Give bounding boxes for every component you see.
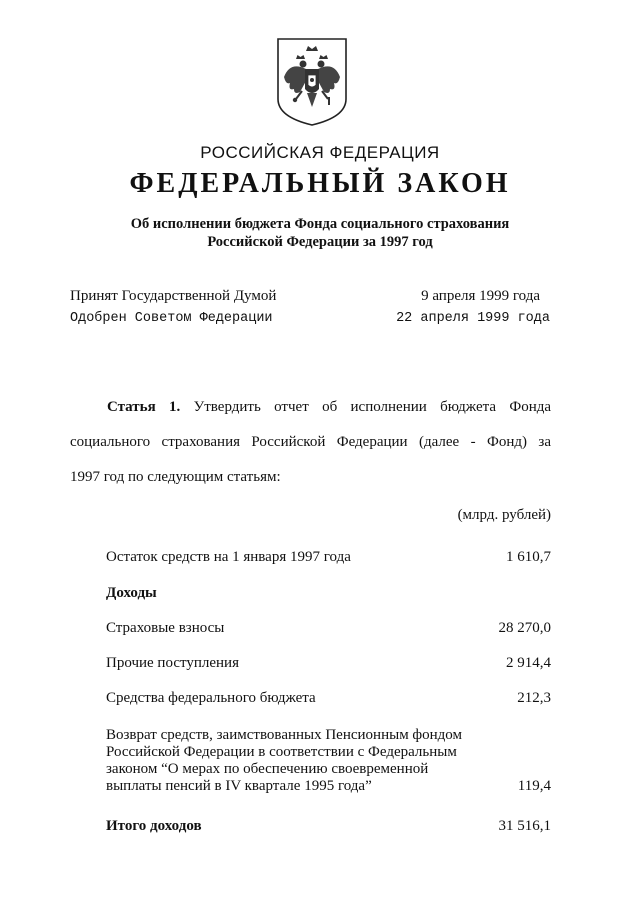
article-1 bbox=[70, 390, 551, 495]
article-1-line2: социального страхования Российской Федерации (далее - Фонд) за bbox=[70, 434, 551, 450]
law-type-heading: ФЕДЕРАЛЬНЫЙ ЗАКОН bbox=[129, 168, 511, 199]
total-row bbox=[106, 818, 551, 835]
article-text-line1: Утвердить отчет об исполнении бюджета Фонда bbox=[193, 399, 552, 415]
income-heading-label: Доходы bbox=[106, 585, 157, 601]
total-label: Итого доходов bbox=[106, 818, 202, 834]
refund-line2: Российской Федерации в соответствии с Федеральным bbox=[106, 744, 457, 760]
balance-value: 1 610,7 bbox=[506, 549, 551, 565]
refund-line4: выплаты пенсий в IV квартале 1995 года” bbox=[106, 778, 372, 794]
law-title-line1: Об исполнении бюджета Фонда социального страхования bbox=[130, 216, 510, 232]
income-row-value: 2 914,4 bbox=[506, 655, 551, 671]
council-approval bbox=[70, 311, 550, 326]
income-row bbox=[106, 690, 551, 707]
law-title bbox=[0, 215, 640, 251]
income-row-label: Прочие поступления bbox=[106, 655, 239, 671]
article-heading: Статья 1. bbox=[107, 399, 181, 415]
income-row bbox=[106, 620, 551, 637]
units-label: (млрд. рублей) bbox=[457, 507, 551, 523]
duma-label: Принят Государственной Думой bbox=[70, 288, 277, 304]
refund-line3: законом “О мерах по обеспечению своевременной bbox=[106, 761, 429, 777]
income-row-label: Средства федерального бюджета bbox=[106, 690, 316, 706]
refund-line1: Возврат средств, заимствованных Пенсионным фондом bbox=[106, 727, 463, 743]
article-1-line3: 1997 год по следующим статьям: bbox=[70, 469, 281, 485]
total-value: 31 516,1 bbox=[498, 818, 551, 834]
coat-of-arms-emblem bbox=[276, 37, 348, 127]
duma-adoption bbox=[70, 288, 550, 305]
duma-date: 9 апреля 1999 года bbox=[421, 288, 540, 304]
country-name: РОССИЙСКАЯ ФЕДЕРАЦИЯ bbox=[200, 143, 440, 162]
refund-row bbox=[106, 727, 551, 795]
income-row-value: 28 270,0 bbox=[498, 620, 551, 636]
refund-value: 119,4 bbox=[517, 778, 551, 794]
refund-label bbox=[106, 727, 462, 795]
income-heading bbox=[106, 585, 551, 602]
council-date: 22 апреля 1999 года bbox=[396, 311, 550, 326]
balance-label: Остаток средств на 1 января 1997 года bbox=[106, 549, 351, 565]
council-label: Одобрен Советом Федерации bbox=[70, 311, 273, 326]
article-1-line1 bbox=[70, 390, 551, 425]
law-title-line2: Российской Федерации за 1997 год bbox=[207, 234, 433, 250]
income-row-label: Страховые взносы bbox=[106, 620, 225, 636]
income-row-value: 212,3 bbox=[517, 690, 551, 706]
balance-row bbox=[106, 549, 551, 566]
income-row bbox=[106, 655, 551, 672]
russian-coat-of-arms-icon bbox=[276, 37, 348, 127]
